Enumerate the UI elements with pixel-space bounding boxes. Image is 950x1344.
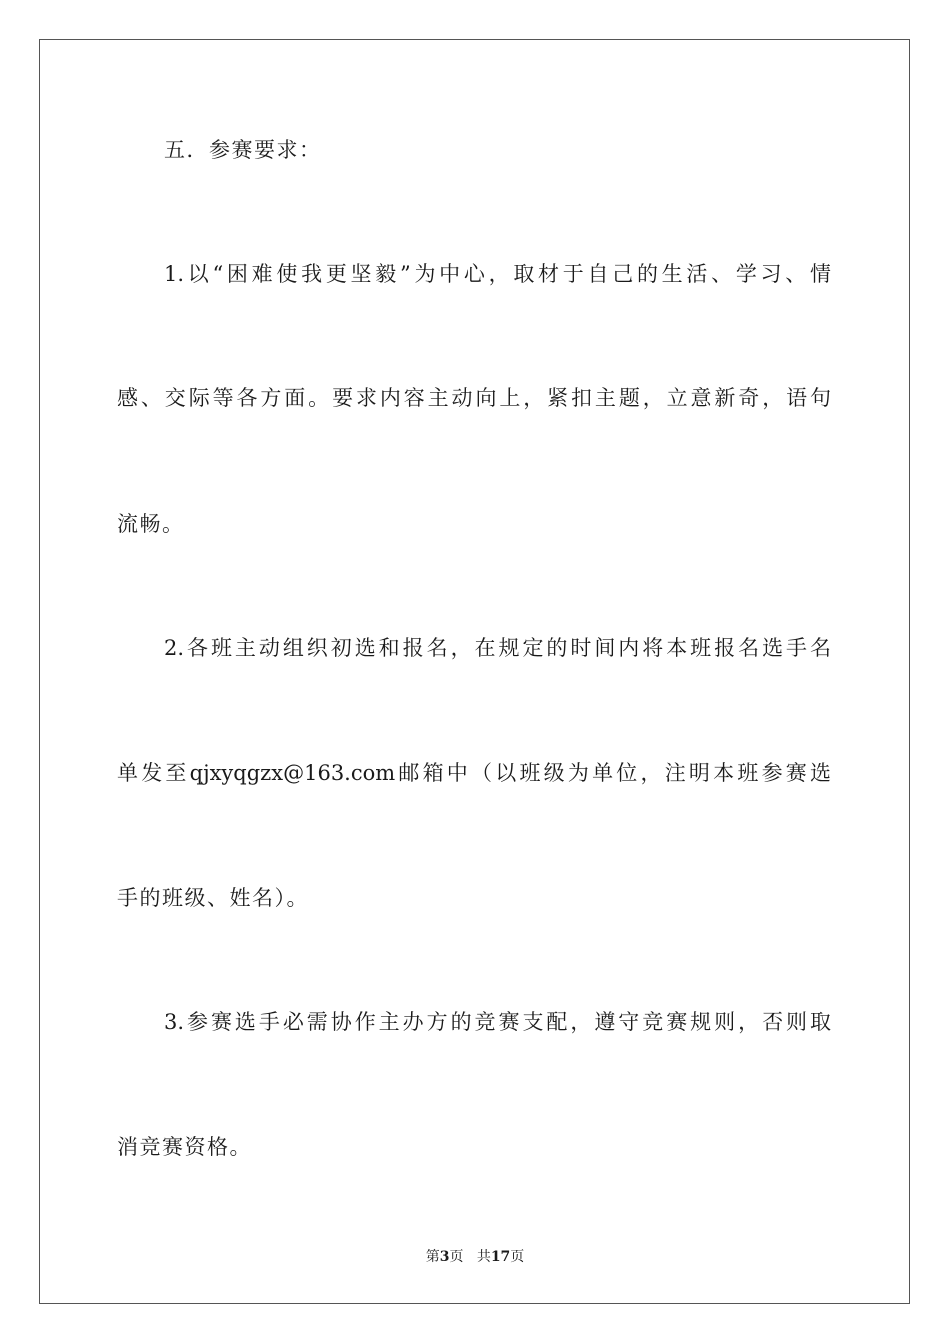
page-suffix: 页	[449, 1249, 464, 1265]
page-footer	[0, 1248, 950, 1266]
page-number: 3	[439, 1249, 450, 1265]
paragraph-line: 感、交际等各方面。要求内容主动向上，紧扣主题，立意新奇，语句	[117, 386, 831, 410]
total-pages: 17	[490, 1249, 511, 1265]
paragraph-line: 消竞赛资格。	[117, 1135, 252, 1159]
paragraph-line: 2.各班主动组织初选和报名，在规定的时间内将本班报名选手名	[164, 636, 831, 660]
paragraph-line: 流畅。	[117, 512, 185, 536]
total-prefix: 共	[476, 1249, 491, 1265]
page-prefix: 第	[425, 1249, 440, 1265]
paragraph-line: 单发至qjxyqgzx@163.com邮箱中（以班级为单位，注明本班参赛选	[117, 761, 831, 785]
paragraph-line: 手的班级、姓名）。	[117, 886, 309, 910]
paragraph-line: 3.参赛选手必需协作主办方的竞赛支配，遵守竞赛规则，否则取	[164, 1010, 831, 1034]
paragraph-line: 1.以“困难使我更坚毅”为中心，取材于自己的生活、学习、情	[164, 262, 831, 286]
section-heading: 五．参赛要求：	[164, 138, 322, 162]
total-suffix: 页	[510, 1249, 525, 1265]
page-border	[39, 39, 910, 1304]
